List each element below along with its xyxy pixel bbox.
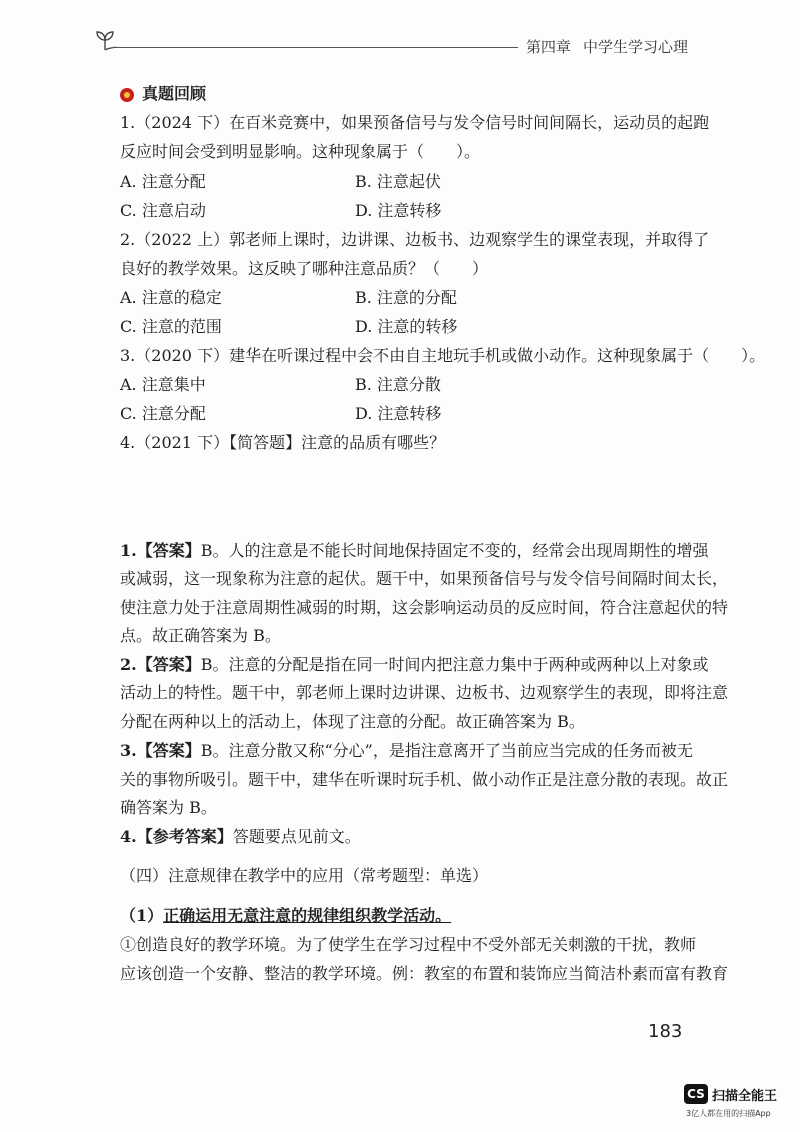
answer-4-line-1: 4.【参考答案】答题要点见前文。 bbox=[120, 827, 361, 846]
question-4-line-1: 4.（2021 下）【简答题】注意的品质有哪些？ bbox=[120, 433, 446, 452]
body-line-1: ①创造良好的教学环境。为了使学生在学习过程中不受外部无关刺激的干扰，教师 bbox=[120, 935, 697, 954]
subsection-number: （1） bbox=[120, 906, 164, 925]
answer-2-label: 2.【答案】 bbox=[120, 655, 201, 674]
question-3-option-a: A. 注意集中 bbox=[120, 375, 206, 394]
watermark-app-name: 扫描全能王 bbox=[712, 1089, 778, 1104]
question-1-line-2: 反应时间会受到明显影响。这种现象属于（ ）。 bbox=[120, 142, 481, 161]
question-2-option-c: C. 注意的范围 bbox=[120, 317, 222, 336]
answer-4-label: 4.【参考答案】 bbox=[120, 827, 233, 846]
answer-3-line-2: 关的事物所吸引。题干中，建华在听课时玩手机、做小动作正是注意分散的表现。故正 bbox=[120, 770, 729, 789]
running-header bbox=[526, 36, 688, 57]
subsection-title: 正确运用无意注意的规律组织教学活动。 bbox=[163, 906, 452, 925]
sprout-icon bbox=[92, 28, 118, 52]
question-3-line-1: 3.（2020 下）建华在听课过程中会不由自主地玩手机或做小动作。这种现象属于（ ）。 bbox=[120, 346, 766, 365]
question-2-line-1: 2.（2022 上）郭老师上课时，边讲课、边板书、边观察学生的课堂表现，并取得了 bbox=[120, 230, 710, 249]
question-1-option-a: A. 注意分配 bbox=[120, 172, 206, 191]
answer-1-line-3: 使注意力处于注意周期性减弱的时期，这会影响运动员的反应时间，符合注意起伏的特 bbox=[120, 598, 729, 617]
answer-3-line-3: 确答案为 B。 bbox=[120, 798, 217, 817]
camscanner-logo-icon: CS bbox=[684, 1084, 708, 1104]
question-1-line-1: 1.（2024 下）在百米竞赛中，如果预备信号与发令信号时间间隔长，运动员的起跑 bbox=[120, 113, 710, 132]
question-3-option-b: B. 注意分散 bbox=[355, 375, 441, 394]
chapter-number: 第四章 bbox=[526, 38, 572, 56]
section-title: 真题回顾 bbox=[142, 84, 207, 103]
question-2-option-d: D. 注意的转移 bbox=[355, 317, 458, 336]
subsection-1-heading bbox=[120, 906, 451, 926]
answer-2-line-3: 分配在两种以上的活动上，体现了注意的分配。故正确答案为 B。 bbox=[120, 712, 585, 731]
answer-3-label: 3.【答案】 bbox=[120, 741, 201, 760]
answer-2-line-2: 活动上的特性。题干中，郭老师上课时边讲课、边板书、边观察学生的表现，即将注意 bbox=[120, 683, 729, 702]
question-2-option-b: B. 注意的分配 bbox=[355, 288, 457, 307]
answer-1-label: 1.【答案】 bbox=[120, 541, 201, 560]
question-3-option-c: C. 注意分配 bbox=[120, 404, 206, 423]
question-3-option-d: D. 注意转移 bbox=[355, 404, 442, 423]
question-2-option-a: A. 注意的稳定 bbox=[120, 288, 222, 307]
question-1-option-d: D. 注意转移 bbox=[355, 201, 442, 220]
answer-3-line-1: 3.【答案】B。注意分散又称“分心”，是指注意离开了当前应当完成的任务而被无 bbox=[120, 741, 693, 760]
page-number: 183 bbox=[648, 1021, 683, 1042]
answer-1-line-2: 或减弱，这一现象称为注意的起伏。题干中，如果预备信号与发令信号间隔时间太长， bbox=[120, 569, 729, 588]
watermark-tagline: 3亿人都在用的扫描App bbox=[686, 1109, 771, 1118]
question-2-line-2: 良好的教学效果。这反映了哪种注意品质？（ ） bbox=[120, 259, 489, 278]
question-1-option-c: C. 注意启动 bbox=[120, 201, 206, 220]
answer-2-line-1: 2.【答案】B。注意的分配是指在同一时间内把注意力集中于两种或两种以上对象或 bbox=[120, 655, 709, 674]
body-line-2: 应该创造一个安静、整洁的教学环境。例：教室的布置和装饰应当简洁朴素而富有教育 bbox=[120, 964, 729, 983]
section-4-heading: （四）注意规律在教学中的应用（常考题型：单选） bbox=[120, 866, 489, 885]
chapter-title: 中学生学习心理 bbox=[583, 38, 689, 56]
answer-1-line-1: 1.【答案】B。人的注意是不能长时间地保持固定不变的，经常会出现周期性的增强 bbox=[120, 541, 709, 560]
flower-bullet-icon bbox=[120, 88, 134, 102]
question-1-option-b: B. 注意起伏 bbox=[355, 172, 441, 191]
answer-1-line-4: 点。故正确答案为 B。 bbox=[120, 626, 281, 645]
header-rule bbox=[112, 47, 518, 48]
